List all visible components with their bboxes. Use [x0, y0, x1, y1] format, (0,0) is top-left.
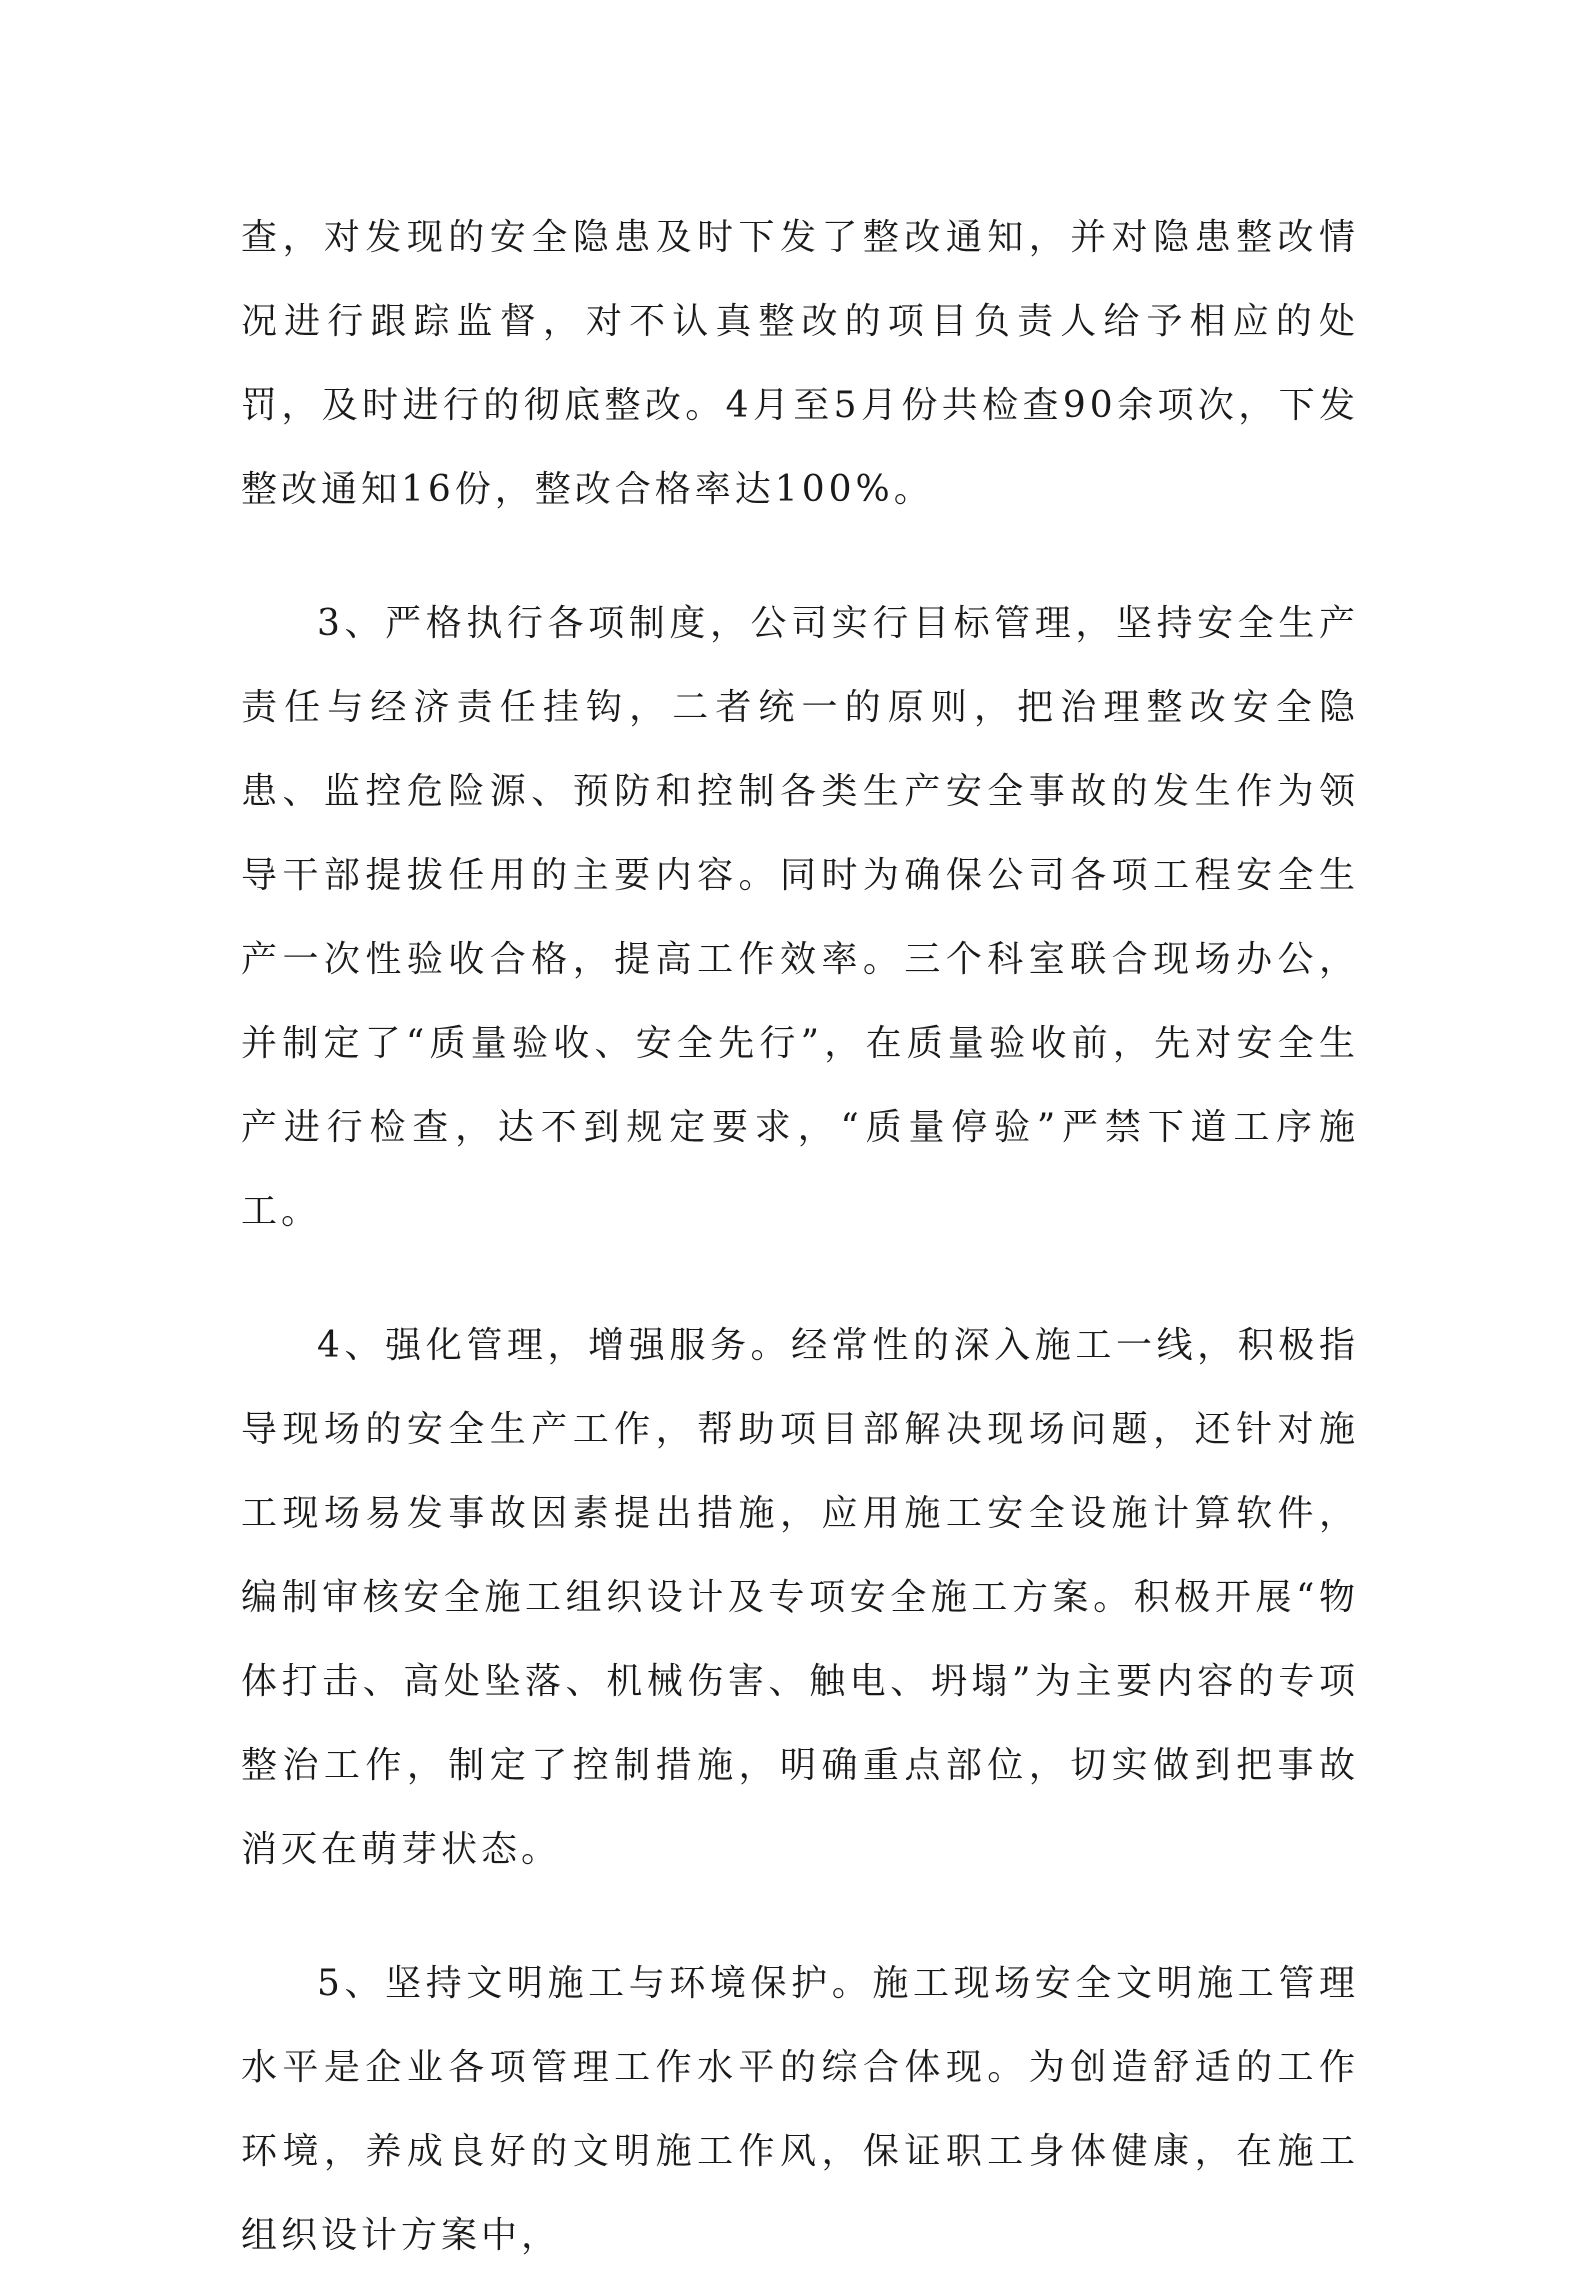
paragraph-item-5: 5、坚持文明施工与环境保护。施工现场安全文明施工管理水平是企业各项管理工作水平的综合体现。为创造舒适的工作环境，养成良好的文明施工作风，保证职工身体健康，在施工组织设计方案中， [241, 1963, 1359, 2256]
document-body [241, 196, 1359, 2278]
paragraph-item-4: 4、强化管理，增强服务。经常性的深入施工一线，积极指导现场的安全生产工作，帮助项目部解决现场问题，还针对施工现场易发事故因素提出措施，应用施工安全设施计算软件，编制审核安全施工组织设计及专项安全施工方案。积极开展“物体打击、高处坠落、机械伤害、触电、坍塌”为主要内容的专项整治工作，制定了控制措施，明确重点部位，切实做到把事故消灭在萌芽状态。 [241, 1325, 1359, 1870]
paragraph-item-3: 3、严格执行各项制度，公司实行目标管理，坚持安全生产责任与经济责任挂钩，二者统一的原则，把治理整改安全隐患、监控危险源、预防和控制各类生产安全事故的发生作为领导干部提拔任用的主要内容。同时为确保公司各项工程安全生产一次性验收合格，提高工作效率。三个科室联合现场办公，并制定了“质量验收、安全先行”，在质量验收前，先对安全生产进行检查，达不到规定要求，“质量停验”严禁下道工序施工。 [241, 603, 1359, 1232]
paragraph-continuation: 查，对发现的安全隐患及时下发了整改通知，并对隐患整改情况进行跟踪监督，对不认真整改的项目负责人给予相应的处罚，及时进行的彻底整改。4月至5月份共检查90余项次，下发整改通知16份，整改合格率达100%。 [241, 217, 1359, 510]
